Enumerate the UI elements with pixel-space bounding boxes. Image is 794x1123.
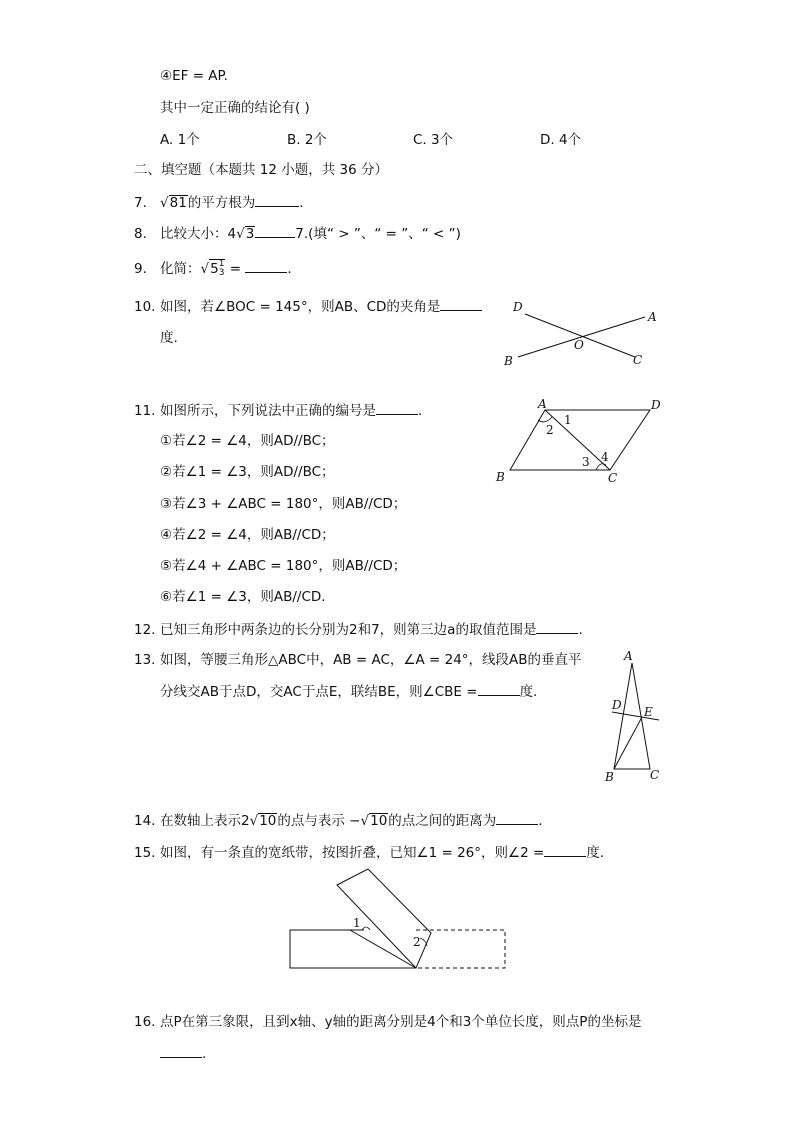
label-c: C xyxy=(650,768,660,782)
answer-blank xyxy=(536,619,578,634)
angle-4-label: 4 xyxy=(601,450,609,464)
question-number: 8. xyxy=(134,226,147,242)
question-number: 13. xyxy=(134,652,156,668)
question-number: 15. xyxy=(134,845,156,861)
q11-item-1: ①若∠2 = ∠4，则AD//BC； xyxy=(160,433,335,449)
question-number: 7. xyxy=(134,195,147,211)
answer-blank xyxy=(496,810,538,825)
angle-1-label: 1 xyxy=(353,916,361,930)
question-9: 9. 化简：√51 3 = . xyxy=(134,259,292,278)
figure-isosceles-triangle xyxy=(596,645,668,785)
answer-blank xyxy=(255,192,299,207)
figure-parallelogram xyxy=(490,395,680,490)
answer-blank xyxy=(478,681,520,696)
answer-blank xyxy=(544,842,586,857)
label-b: B xyxy=(504,354,513,368)
q11-item-6: ⑥若∠1 = ∠3，则AB//CD. xyxy=(160,589,326,605)
question-number: 10. xyxy=(134,299,156,315)
q6-option-d: D. 4个 xyxy=(540,132,582,148)
radicand: 3 xyxy=(245,226,255,242)
question-number: 14. xyxy=(134,813,156,829)
question-10-cont: 度. xyxy=(160,330,178,346)
answer-blank xyxy=(160,1043,202,1058)
section-heading: 二、填空题（本题共 12 小题，共 36 分） xyxy=(134,162,389,178)
label-e: E xyxy=(644,705,653,719)
radicand: 81 xyxy=(169,195,187,211)
question-number: 9. xyxy=(134,261,147,277)
question-16: 16. 点P在第三象限，且到x轴、y轴的距离分别是4个和3个单位长度，则点P的坐标是 xyxy=(134,1014,642,1030)
question-13: 13. 如图，等腰三角形△ABC中，AB = AC，∠A = 24°，线段AB的垂直平 xyxy=(134,652,582,668)
angle-2-label: 2 xyxy=(546,423,554,437)
question-13-cont: 分线交AB于点D，交AC于点E，联结BE，则∠CBE = 度. xyxy=(160,681,537,702)
q11-item-4: ④若∠2 = ∠4，则AB//CD； xyxy=(160,527,335,543)
label-b: B xyxy=(605,770,614,784)
answer-blank xyxy=(245,258,287,273)
q11-item-3: ③若∠3 + ∠ABC = 180°，则AB//CD； xyxy=(160,496,407,512)
label-c: C xyxy=(633,353,643,367)
answer-blank xyxy=(376,400,418,415)
question-7: 7. √81的平方根为 . xyxy=(134,192,304,213)
question-number: 16. xyxy=(134,1014,156,1030)
label-d: D xyxy=(513,300,523,314)
q6-option-a: A. 1个 xyxy=(160,132,200,148)
angle-2-label: 2 xyxy=(413,935,421,949)
q6-option-b: B. 2个 xyxy=(287,132,327,148)
question-16-cont: . xyxy=(160,1043,206,1064)
q6-option-c: C. 3个 xyxy=(413,132,454,148)
radicand: 10 xyxy=(370,813,388,829)
label-c: C xyxy=(608,471,618,485)
label-d: D xyxy=(651,398,661,412)
label-a: A xyxy=(648,310,657,324)
q6-prompt: 其中一定正确的结论有( ) xyxy=(160,100,310,116)
question-15: 15. 如图，有一条直的宽纸带，按图折叠，已知∠1 = 26°，则∠2 = 度. xyxy=(134,842,604,863)
question-11: 11. 如图所示，下列说法中正确的编号是 . xyxy=(134,400,422,421)
label-a: A xyxy=(624,649,633,663)
question-14: 14. 在数轴上表示2√10的点与表示 −√10的点之间的距离为 . xyxy=(134,810,543,831)
question-number: 12. xyxy=(134,622,156,638)
label-d: D xyxy=(612,698,622,712)
angle-3-label: 3 xyxy=(582,455,590,469)
answer-blank xyxy=(255,223,295,238)
angle-1-label: 1 xyxy=(564,413,572,427)
radicand: 10 xyxy=(259,813,277,829)
label-o: O xyxy=(574,338,584,352)
question-12: 12. 已知三角形中两条边的长分别为2和7，则第三边a的取值范围是 . xyxy=(134,619,583,640)
label-b: B xyxy=(496,470,505,484)
q11-item-2: ②若∠1 = ∠3，则AD//BC； xyxy=(160,464,335,480)
figure-intersecting-lines xyxy=(490,295,680,375)
question-8: 8. 比较大小：4√3 7.(填“ > ”、“ = ”、“ < ”) xyxy=(134,223,461,244)
answer-blank xyxy=(440,296,482,311)
q6-item4: ④EF = AP. xyxy=(160,68,228,84)
question-10: 10. 如图，若∠BOC = 145°，则AB、CD的夹角是 xyxy=(134,296,482,317)
figure-folded-strip xyxy=(280,862,515,977)
label-a: A xyxy=(538,397,547,411)
radicand: 51 3 xyxy=(210,259,225,278)
q11-item-5: ⑤若∠4 + ∠ABC = 180°，则AB//CD； xyxy=(160,558,407,574)
question-number: 11. xyxy=(134,403,156,419)
